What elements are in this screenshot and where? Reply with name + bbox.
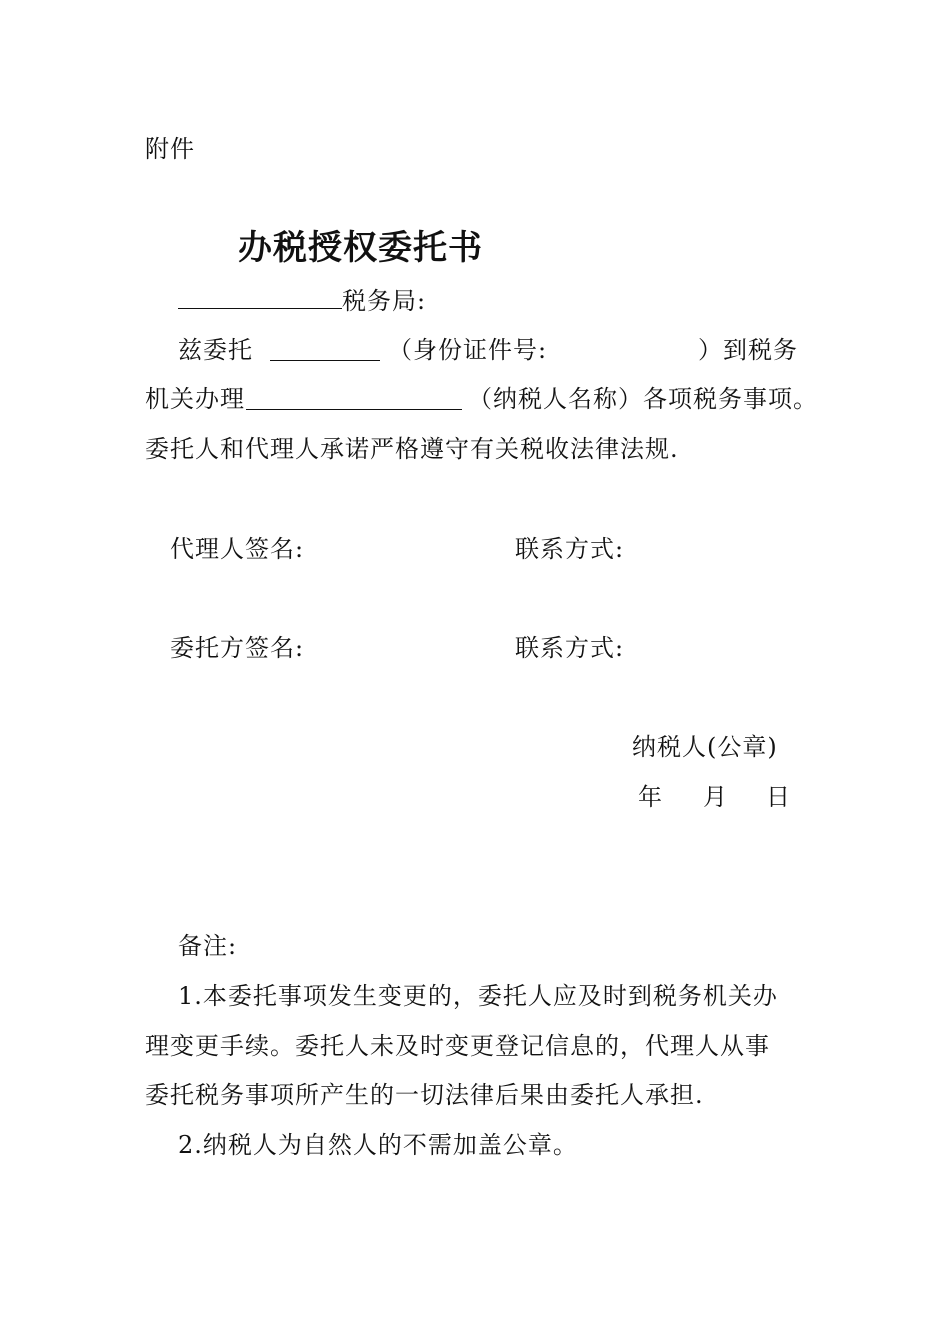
document-title: 办税授权委托书 — [238, 228, 483, 268]
taxpayer-name-label: （纳税人名称）各项税务事项。 — [468, 385, 818, 413]
note-1-line-1: 1.本委托事项发生变更的，委托人应及时到税务机关办 — [178, 982, 778, 1010]
agent-name-blank[interactable] — [270, 336, 380, 361]
note-2: 2.纳税人为自然人的不需加盖公章。 — [178, 1131, 578, 1159]
note-1-line-2: 理变更手续。委托人未及时变更登记信息的，代理人从事 — [145, 1032, 770, 1060]
date-month-label: 月 — [703, 783, 728, 811]
principal-signature-label: 委托方签名: — [170, 634, 305, 662]
tax-bureau-blank[interactable] — [178, 284, 342, 309]
note-1-line-3: 委托税务事项所产生的一切法律后果由委托人承担. — [145, 1081, 704, 1109]
agent-contact-label: 联系方式: — [515, 535, 625, 563]
commitment-text: 委托人和代理人承诺严格遵守有关税收法律法规. — [145, 435, 679, 463]
principal-contact-label: 联系方式: — [515, 634, 625, 662]
to-tax-label: ）到税务 — [698, 336, 798, 364]
body-line-1 — [178, 334, 253, 366]
taxpayer-name-blank[interactable] — [246, 385, 462, 410]
date-day-label: 日 — [766, 783, 791, 811]
handle-label: 机关办理 — [145, 385, 245, 413]
addressee-line — [178, 284, 426, 317]
tax-bureau-suffix: 税务局: — [342, 287, 427, 315]
taxpayer-stamp-label: 纳税人(公章) — [632, 733, 778, 761]
attachment-label: 附件 — [145, 135, 195, 163]
date-year-label: 年 — [638, 783, 663, 811]
notes-heading: 备注: — [178, 932, 238, 960]
entrust-label: 兹委托 — [178, 336, 253, 364]
agent-signature-label: 代理人签名: — [170, 535, 305, 563]
id-number-label: （身份证件号: — [388, 336, 548, 364]
